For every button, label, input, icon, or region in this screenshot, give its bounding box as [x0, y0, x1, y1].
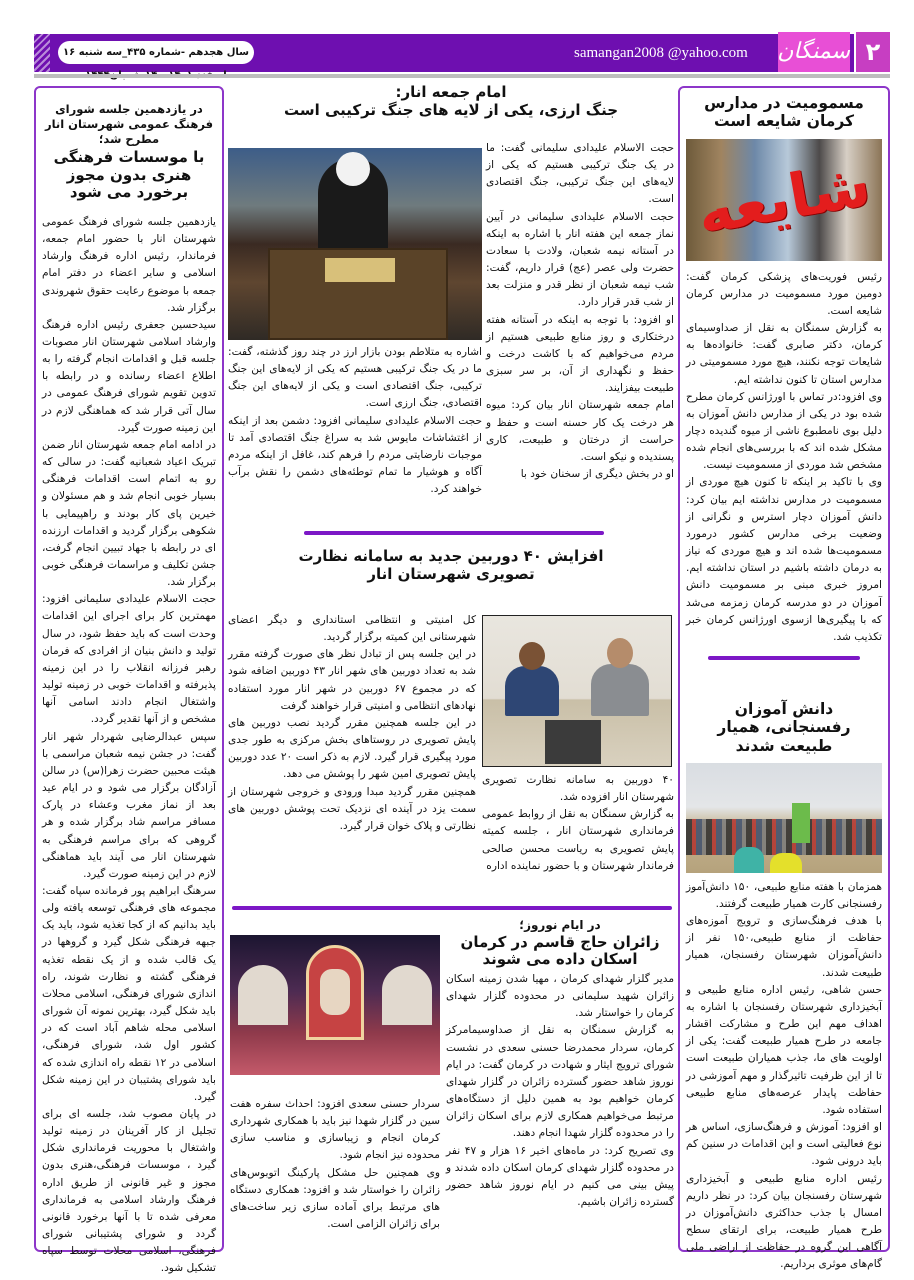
article-body — [686, 879, 882, 1274]
paragraph: حسن شاهی، رئیس اداره منابع طبیعی و آبخیزداری شهرستان رفسنجان با اشاره به اهداف مهم این طرح و مشارکت اقشار جامعه در طرح همیار طبیعت گفت: یکی از اولویت های ما، جذب همیاران طبیعت است تا از این ظرفیت تاثیرگذار و مهم آموزشی در حفاظت پایدار عرصه‌های منابع طبیعی استفاده شود. — [686, 983, 882, 1116]
paragraph: کل امنیتی و انتظامی استانداری و دیگر اعضای شهرستانی این کمیته برگزار گردید. — [228, 614, 476, 644]
paragraph: به گزارش سمنگان به نقل از صداوسیمای کرمان، دکتر صابری گفت: خانواده‌ها به شایعات توجه نکنند، هیچ مورد مسمومیتی در مدارس استان تا کنون نداشته ایم. — [686, 322, 882, 386]
article-headline: با موسسات فرهنگی هنری بدون مجوز برخورد می شود — [53, 147, 205, 202]
paragraph: او افزود: آموزش و فرهنگ‌سازی، اساس هر نوع فعالیتی است و این اقدامات در سنین کم باید درونی شود. — [686, 1121, 882, 1168]
pilgrims-body-left — [230, 1096, 440, 1233]
paragraph: رئیس اداره منابع طبیعی و آبخیزداری شهرستان رفسنجان بیان کرد: در نظر داریم امسال با جذب حداکثری دانش‌آموزان در طرح همیار طبیعت، برای ارتقای سطح آگاهی این گروه در حفاظت از اراضی ملی گام‌های موثری برداریم. — [686, 1172, 882, 1271]
article-headline: افزایش ۴۰ دوربین جدید به سامانه نظارت تصویری شهرستان انار — [298, 547, 604, 583]
article-kicker: در ایام نوروز؛ — [519, 918, 601, 932]
imam-body-right — [486, 140, 674, 483]
article-kicker: در یازدهمین جلسه شورای فرهنگ عمومی شهرستان انار مطرح شد؛ — [44, 102, 214, 146]
left-column — [34, 86, 224, 1275]
shrine-side-arch — [382, 965, 432, 1025]
contact-email[interactable]: samangan2008 @yahoo.com — [574, 45, 748, 61]
portrait — [320, 969, 350, 1015]
section-divider — [708, 656, 860, 660]
article-pilgrims — [446, 918, 674, 1211]
desk-plaque — [545, 720, 601, 764]
article-cameras — [228, 548, 674, 583]
article-headline-line2: جنگ ارزی، یکی از لایه های جنگ ترکیبی است — [283, 100, 619, 119]
paragraph: سردار حسنی سعدی افزود: احداث سفره هفت سین در گلزار شهدا نیز باید با همکاری شهرداری کرمان انجام و زیباسازی و مناسب سازی محدوده نیز انجام شود. — [230, 1098, 440, 1162]
paragraph: به گزارش سمنگان به نقل از صداوسیمامرکز کرمان، سردار محمدرضا حسنی سعدی در نشست شورای ترویج ایثار و شهادت در کرمان گفت: در ایام نوروز شاهد حضور گسترده زائران در گلزار شهدای کرمان خواهیم بود به همین دلیل از دستگاه‌های مرتبط می‌خواهیم همکاری لازم برای اسکان زائران را در محدوده گلزار شهدا انجام دهند. — [446, 1024, 674, 1140]
paragraph: ۴۰ دوربین به سامانه نظارت تصویری شهرستان انار افزوده شد. — [482, 774, 674, 804]
page-number: ۲ — [854, 32, 890, 72]
article-culture — [42, 102, 216, 1278]
imam-photo — [228, 148, 482, 340]
paragraph: رئیس فوریت‌های پزشکی کرمان گفت: دومین مورد مسمومیت در مدارس کرمان شایعه است. — [686, 270, 882, 317]
paragraph: سیدحسین جعفری رئیس اداره فرهنگ وارشاد اسلامی شهرستان انار مصوبات جلسه قبل و اقدامات انجام گرفته را به اطلاع اعضاء رسانده و در رابطه با تدوین تقویم شورای فرهنگ عمومی در سال آتی قرار شد که هماهنگی لازم در این زمینه صورت گیرد. — [42, 318, 216, 434]
paragraph: در پایان مصوب شد، جلسه ای برای تجلیل از کار آفرینان در زمینه تولید واشتغال با محوریت فرمانداری شکل گیرد ، موسسات فرهنگی،هنری بدون مجوز و غیر قانونی از طریق اداره فرهنگ وارشاد اسلامی به فرمانداری معرفی شده تا با آنها برخورد قانونی گردد و شورای پشتیبانی شورای فرهنگی، اسلامی محلات توسط سپاه تشکیل شود. — [42, 1108, 216, 1275]
article-body — [446, 971, 674, 1211]
student-figure — [734, 847, 764, 873]
article-headline: مسمومیت در مدارس کرمان شایعه است — [704, 94, 864, 131]
shrine-side-arch — [238, 965, 288, 1025]
paragraph: سرهنگ ابراهیم پور فرمانده سپاه گفت: مجموعه های فرهنگی توسعه یافته ولی باید بدانیم که از کجا تغذیه شود، باید یک جبهه فرهنگی شکل گیرد و گروهها در یک قالب شده و از یک نقطه تغذیه فرهنگی گشته و نظارت شوند، راه اندازی شورای فرهنگی، اسلامی محلات باید شکل گیرد، بهترین نمونه آن شورای اسلامی محله شاهم آباد است که در کشور اول شد، شورای فرهنگی، اسلامی در ۱۲ نقطه راه اندازی شده که باید شورای پشتیبان در این زمینه شکل گیرد. — [42, 884, 216, 1103]
paragraph: با هدف فرهنگ‌سازی و ترویج آموزه‌های حفاظت از منابع طبیعی،۱۵۰ نفر از دانش‌آموزان شهرستان رفسنجان، همیار طبیعت شدند. — [686, 915, 882, 979]
committee-meeting-photo — [482, 615, 672, 767]
article-headline: زائران حاج قاسم در کرمان اسکان داده می شوند — [460, 932, 660, 969]
header-divider — [34, 74, 890, 78]
paragraph: اشاره به متلاطم بودن بازار ارز در چند روز گذشته، گفت: ما در یک جنگ ترکیبی هستیم که یکی از لایه‌های این جنگ ترکیبی، جنگ اقتصادی است و یکی از لایه‌های این جنگ اقتصادی، جنگ ارزی است. — [228, 346, 482, 410]
issue-info: سال هجدهم -شماره ۴۳۵_سه شنبه ۱۶ — [58, 41, 254, 64]
paragraph: در این جلسه پس از تبادل نظر های صورت گرفته مقرر شد به تعداد دوربین های شهر انار ۴۳ دوربین اضافه شود که در مجموع ۶۷ دوربین در شهر انار مورد استفاده نهادهای انتظامی و امنیتی قرار خواهند گرفت — [228, 648, 477, 712]
students-nature-photo — [686, 763, 882, 873]
decorative-hatch — [34, 34, 50, 72]
paragraph: یازدهمین جلسه شورای فرهنگ عمومی شهرستان انار با حضور امام جمعه، فرماندار، رئیس اداره فرهنگ وارشاد اسلامی و سایر اعضاء در دفتر امام جمعه با موضوع رعایت حقوق شهروندی برگزار شد. — [42, 215, 216, 314]
section-divider — [232, 906, 672, 910]
paragraph: در این جلسه همچنین مقرر گردید نصب دوربین های پایش تصویری در روستاهای بخش مرکزی به طور جدی مورد پیگیری قرار گیرد. لازم به ذکر است ۲۰ عدد دوربین پایش تصویری امین شهر را پوشش می دهد. — [228, 716, 477, 781]
imam-body-left — [228, 344, 482, 498]
lectern-sign — [325, 258, 395, 282]
banner — [792, 803, 810, 843]
paragraph: وی افزود:در تماس با اورژانس کرمان مطرح شده بود در یکی از مدارس دانش آموزان به دلیل بوی نامطبوع ناشی از میوه گندیده دچار مشکل شده اند که با بررسی‌های انجام شده مشخص شد موردی از مسمومیت نیست. — [686, 390, 882, 472]
person-figure — [591, 664, 649, 716]
article-poisoning — [686, 94, 882, 660]
paragraph: حجت الاسلام علیدادی سلیمانی افزود: دشمن بعد از اینکه از اغتشاشات مایوس شد به سراغ جنگ اقتصادی آمد تا موجبات نارضایتی مردم را فرهم کند، غافل از اینکه مردم آگاه و هوشیار ما تمام توطئه‌های دشمن را نقش برآب خواهند کرد. — [228, 414, 482, 496]
cameras-body-left — [228, 612, 476, 835]
student-figure — [770, 853, 802, 873]
cameras-body-right — [482, 772, 674, 875]
article-imam — [228, 84, 674, 119]
person-head — [607, 638, 633, 668]
lectern — [268, 248, 448, 340]
article-body — [42, 214, 216, 1278]
right-column — [678, 86, 890, 1271]
paragraph: حجت الاسلام علیدادی سلیمانی گفت: ما در یک جنگ ترکیبی هستیم که یکی از لایه‌های این جنگ ترکیبی، جنگ اقتصادی است. — [486, 142, 674, 206]
paragraph: وی تصریح کرد: در ماه‌های اخیر ۱۶ هزار و ۴۷ نفر در محدوده گلزار شهدای کرمان اسکان داده شدند و پیش بینی می کنیم در ایام نوروز شاهد حضور گسترده زائران باشیم. — [446, 1144, 675, 1208]
article-body — [686, 269, 882, 646]
rumor-image — [686, 139, 882, 261]
paragraph: سپس عبدالرضایی شهردار شهر انار گفت: در جشن نیمه شعبان مراسمی با هیئت محبین حضرت زهرا(س) در سالن آزادگان برگزار می شود و در ایام عید بعد از نماز مغرب وعشاء در پارک مسافر مراسم شاد برگزار شده و هر گروهی که برای مراسم فرهنگی به شهرستان انار می آیند باید هماهنگی لازم در این زمینه صورت گیرد. — [42, 730, 216, 880]
paragraph: مدیر گلزار شهدای کرمان ، مهیا شدن زمینه اسکان زائران شهید سلیمانی در محدوده گلزار شهدای کرمان را خواستار شد. — [446, 972, 674, 1020]
section-divider — [304, 531, 604, 535]
article-headline: دانش آموزان رفسنجانی، همیار طبیعت شدند — [717, 700, 851, 755]
paragraph: وی با تاکید بر اینکه تا کنون هیچ موردی از مسمومیت در مدارس نداشته ایم بیان کرد: دانش آموزان دچار استرس و نگرانی از وضعیت برخی مدارس کشور درمورد مسمومیت‌ها شده اند و هیچ موردی که نیاز به درمان داشته باشیم در استان نداشته ایم. امروز خبری مبنی بر مسمومیت دانش آموزان در دو مدرسه کرمان زمزمه می‌شد که با پیگیری‌ها ازسوی اورژانس کرمان خبر تکذیب شد. — [686, 476, 882, 643]
masthead-bar — [34, 34, 890, 72]
paragraph: او در بخش دیگری از سخنان خود با — [520, 467, 674, 480]
crowd — [686, 819, 882, 855]
paragraph: وی همچنین حل مشکل پارکینگ اتوبوس‌های زائران را خواستار شد و افزود: همکاری دستگاه های مرتبط برای آماده سازی زیر ساخت‌های برای زائران الزامی است. — [230, 1166, 440, 1231]
paragraph: در ادامه امام جمعه شهرستان انار ضمن تبریک اعیاد شعبانیه گفت: در سالی که رو به اتمام است اقدامات فرهنگی بسیار خوبی انجام شد و هم مسئولان و خیرین پای کار بودند و راهپیمایی با شکوهی برگزار گردید و اقدامات ارزنده ای در رابطه با جهاد تبیین انجام گرفت، جشن تکلیف و مراسمات فرهنگی خوبی برگزار شد. — [42, 438, 216, 589]
paragraph: حجت الاسلام علیدادی سلیمانی در آیین نماز جمعه این هفته انار با اشاره به اینکه در آستانه نیمه شعبان، ولادت با سعادت حضرت ولی عصر (عج) قرار داریم، گفت: شب نیمه شعبان از نظر قدر و منزلت بعد از شب قدر قرار دارد. — [486, 210, 674, 309]
paragraph: همزمان با هفته منابع طبیعی، ۱۵۰ دانش‌آموز رفسنجانی کارت همیار طبیعت گرفتند. — [686, 880, 882, 910]
paragraph: به گزارش سمنگان به نقل از روابط عمومی فرمانداری شهرستان انار ، جلسه کمیته پایش تصویری به ریاست محسن صالحی فرماندار شهرستان و با حضور نماینده اداره — [482, 808, 674, 872]
paragraph: حجت الاسلام علیدادی سلیمانی افزود: مهمترین کار برای اجرای این اقدامات وحدت است که باید حفظ شود، در سال تولید و دانش بنیان از افرادی که فرمان رهبر فرزانه انقلاب را در این زمینه پذیرفته و اقدامات خوبی در زمینه تولید واشتغال انجام دادند اسامی آنها مشخص و از آنها تقدیر گردد. — [42, 593, 216, 726]
article-nature — [686, 700, 882, 1273]
paragraph: امام جمعه شهرستان انار بیان کرد: میوه هر درخت یک کار حسنه است و حفظ و حراست از درختان و طبیعت، کاری پسندیده و نیکو است. — [486, 399, 674, 463]
shrine-photo — [230, 935, 440, 1075]
newspaper-logo: سمنگان — [778, 32, 850, 72]
rumor-word: شایعه — [691, 148, 876, 249]
turban — [336, 152, 370, 186]
person-head — [519, 642, 545, 670]
paragraph: همچنین مقرر گردید مبدا ورودی و خروجی شهرستان از سمت یزد در آینده ای نزدیک تحت پوشش دوربین های نظارتی و پلاک خوان قرار گیرد. — [228, 785, 476, 832]
article-headline-line1: امام جمعه انار: — [395, 83, 507, 101]
person-figure — [505, 666, 559, 716]
paragraph: او افزود: با توجه به اینکه در آستانه هفته درختکاری و روز منابع طبیعی هستیم از مردم می‌خواهیم که با کاشت درخت و حفظ و نگهداری از آن، بر سر سبزی طبیعت بیفزایند. — [486, 313, 674, 395]
